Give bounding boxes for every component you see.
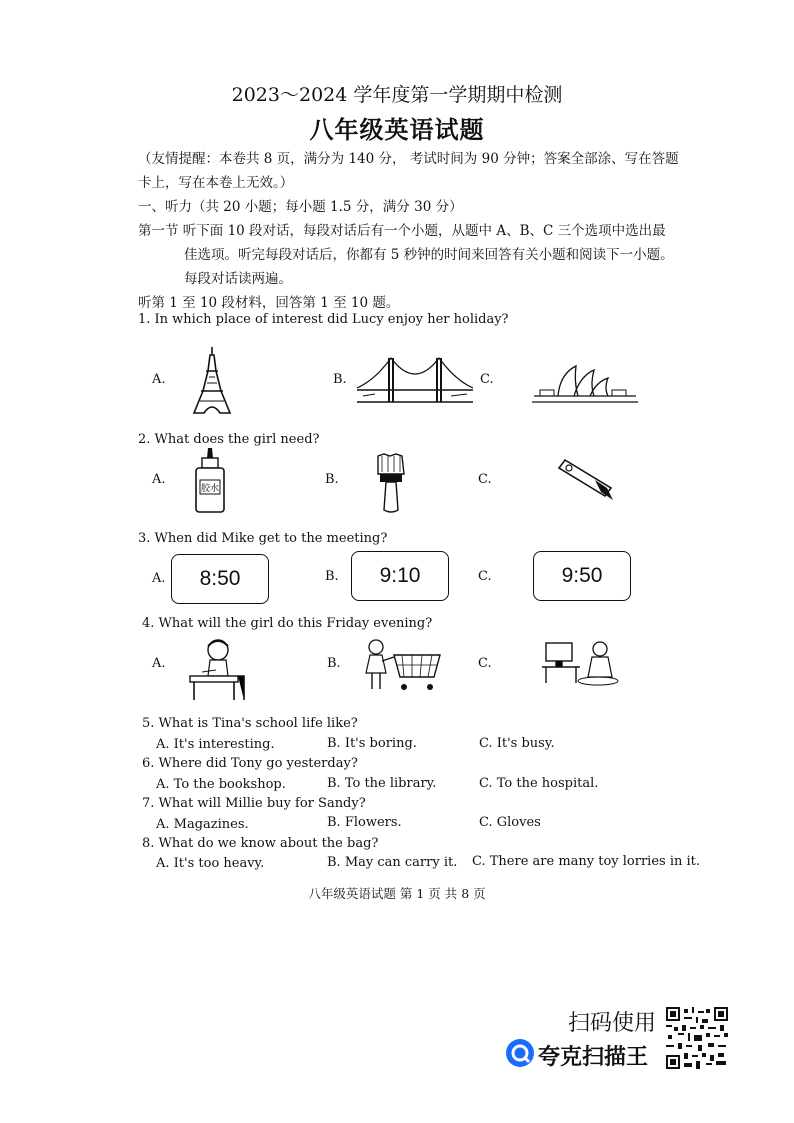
q3-option-c: C.	[478, 569, 492, 584]
clock-9-50: 9:50	[533, 551, 631, 601]
q7-option-a: A. Magazines.	[156, 817, 249, 832]
q1-option-b: B.	[333, 372, 347, 387]
question-2: 2. What does the girl need?	[138, 432, 320, 447]
q6-option-c: C. To the hospital.	[479, 776, 599, 791]
part-line-3: 每段对话读两遍。	[184, 271, 292, 287]
exam-subject-title: 八年级英语试题	[309, 115, 485, 144]
q7-option-c: C. Gloves	[479, 815, 541, 830]
girl-studying-image	[188, 636, 248, 702]
q2-option-a: A.	[152, 472, 166, 487]
clock-9-10: 9:10	[351, 551, 449, 601]
q7-option-b: B. Flowers.	[327, 815, 402, 830]
q3-option-b: B.	[325, 569, 339, 584]
notice-line-2: 卡上，写在本卷上无效。）	[138, 175, 294, 191]
glue-label: 胶水	[200, 484, 220, 494]
scan-use-text: 扫码使用	[568, 1011, 657, 1036]
qr-code-icon[interactable]	[666, 1007, 728, 1069]
q8-option-a: A. It's too heavy.	[156, 856, 265, 871]
section-heading: 一、听力（共 20 小题；每小题 1.5 分，满分 30 分）	[138, 199, 463, 215]
opera-house-image	[530, 360, 640, 405]
q3-option-a: A.	[152, 571, 166, 586]
q8-option-b: B. May can carry it.	[327, 855, 458, 870]
instruction: 听第 1 至 10 段材料，回答第 1 至 10 题。	[138, 295, 400, 311]
clock-8-50: 8:50	[171, 554, 269, 604]
question-8: 8. What do we know about the bag?	[142, 836, 379, 851]
q2-option-c: C.	[478, 472, 492, 487]
bridge-image	[355, 350, 475, 405]
girl-shopping-image	[360, 637, 444, 695]
question-7: 7. What will Millie buy for Sandy?	[142, 796, 366, 811]
q6-option-b: B. To the library.	[327, 776, 437, 791]
page-footer: 八年级英语试题 第 1 页 共 8 页	[308, 886, 486, 901]
q5-option-b: B. It's boring.	[327, 736, 417, 751]
eiffel-tower-image	[190, 345, 234, 415]
exam-period-title: 2023～2024 学年度第一学期期中检测	[231, 84, 563, 106]
notice-line-1: （友情提醒：本卷共 8 页，满分为 140 分， 考试时间为 90 分钟；答案全部涂、写在答题	[138, 151, 679, 167]
q4-option-a: A.	[152, 656, 166, 671]
q1-option-a: A.	[152, 372, 166, 387]
question-3: 3. When did Mike get to the meeting?	[138, 531, 388, 546]
question-4: 4. What will the girl do this Friday evening?	[142, 616, 433, 631]
brand-name: 夸克扫描王	[538, 1045, 649, 1070]
question-6: 6. Where did Tony go yesterday?	[142, 756, 358, 771]
q5-option-a: A. It's interesting.	[156, 737, 275, 752]
glue-bottle-image	[190, 446, 230, 514]
question-5: 5. What is Tina's school life like?	[142, 716, 358, 731]
q5-option-c: C. It's busy.	[479, 736, 555, 751]
part-line-1: 第一节 听下面 10 段对话，每段对话后有一个小题，从题中 A、B、C 三个选项中选出最	[138, 223, 666, 239]
question-1: 1. In which place of interest did Lucy enjoy her holiday?	[138, 312, 509, 327]
q4-option-b: B.	[327, 656, 341, 671]
utility-knife-image	[555, 458, 619, 502]
q1-option-c: C.	[480, 372, 494, 387]
quark-logo-icon	[506, 1039, 534, 1067]
computer-desk-image	[540, 637, 620, 687]
q2-option-b: B.	[325, 472, 339, 487]
part-line-2: 佳选项。听完每段对话后，你都有 5 秒钟的时间来回答有关小题和阅读下一小题。	[184, 247, 674, 263]
q4-option-c: C.	[478, 656, 492, 671]
q6-option-a: A. To the bookshop.	[156, 777, 286, 792]
q8-option-c: C. There are many toy lorries in it.	[472, 854, 701, 869]
paintbrush-image	[372, 452, 412, 514]
